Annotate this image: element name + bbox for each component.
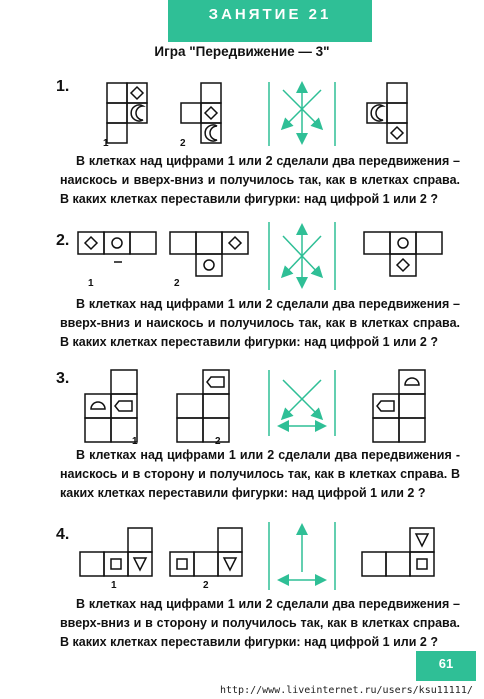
- task-1-arrows: [269, 82, 335, 146]
- diamond-icon: [229, 237, 241, 249]
- task-3-grid-2: [177, 370, 229, 442]
- page-number: 61: [416, 651, 476, 681]
- diamond-icon: [391, 127, 403, 139]
- crescent-icon: [371, 105, 383, 121]
- task-2-grid-2: [170, 232, 248, 276]
- task-2-arrows: [269, 222, 335, 290]
- diamond-icon: [397, 259, 409, 271]
- task-4-label-1: 1: [111, 580, 117, 591]
- task-2-text: В клетках над цифрами 1 или 2 сделали два передвижения – вверх-вниз и наискось и получилось так, как в клетках справа. В каких клетках переставили фигурки: над цифрой 1 или 2 ?: [60, 297, 460, 349]
- task-4-arrows: [269, 522, 335, 590]
- crescent-icon: [205, 125, 217, 141]
- task-1-grid-result: [367, 83, 407, 143]
- task-4-number: 4.: [56, 526, 70, 543]
- task-3-label-2: 2: [215, 436, 221, 447]
- semicircle-icon: [91, 402, 105, 409]
- pentagon-icon: [377, 401, 394, 411]
- task-3-grid-result: [373, 370, 425, 442]
- crescent-icon: [131, 105, 143, 121]
- pentagon-icon: [115, 401, 132, 411]
- square-icon: [177, 559, 187, 569]
- diamond-icon: [205, 107, 217, 119]
- footer-url: http://www.liveinternet.ru/users/ksu11111/: [220, 685, 473, 696]
- task-1-label-1: 1: [103, 138, 109, 149]
- task-1-grid-2: [181, 83, 221, 143]
- diamond-icon: [85, 237, 97, 249]
- task-2-label-2: 2: [174, 278, 180, 289]
- task-3-arrows: [269, 370, 335, 436]
- task-4-text: В клетках над цифрами 1 или 2 сделали два передвижения – вверх-вниз и в сторону и получилось так, как в клетках справа. В каких клетках переставили фигурки: над цифрой 1 или 2 ?: [60, 597, 460, 649]
- circle-icon: [112, 238, 122, 248]
- task-2-number: 2.: [56, 232, 70, 249]
- pentagon-icon: [207, 377, 224, 387]
- task-4-grid-1: [80, 528, 152, 576]
- task-4-grid-2: [170, 528, 242, 576]
- game-title: Игра "Передвижение — 3": [154, 44, 330, 59]
- square-icon: [111, 559, 121, 569]
- circle-icon: [398, 238, 408, 248]
- circle-icon: [204, 260, 214, 270]
- task-4-label-2: 2: [203, 580, 209, 591]
- task-1-number: 1.: [56, 78, 70, 95]
- triangle-down-icon: [416, 534, 428, 546]
- square-icon: [417, 559, 427, 569]
- task-3-label-1: 1: [132, 436, 138, 447]
- task-4-grid-result: [362, 528, 434, 576]
- triangle-down-icon: [134, 558, 146, 570]
- task-1-text: В клетках над цифрами 1 или 2 сделали два передвижения – наискось и вверх-вниз и получилось так, как в клетках справа. В каких клетках переставили фигурки: над цифрой 1 или 2 ?: [60, 154, 460, 206]
- task-2-grid-1: [78, 232, 156, 262]
- task-1-label-2: 2: [180, 138, 186, 149]
- lesson-title: ЗАНЯТИЕ 21: [168, 0, 372, 42]
- task-2-label-1: 1: [88, 278, 94, 289]
- diamond-icon: [131, 87, 143, 99]
- task-2-grid-result: [364, 232, 442, 276]
- task-3-number: 3.: [56, 370, 70, 387]
- task-3-grid-1: [85, 370, 137, 442]
- semicircle-icon: [405, 378, 419, 385]
- task-3-text: В клетках над цифрами 1 или 2 сделали два передвижения - наискось и в сторону и получилось так, как в клетках справа. В каких клетках переставили фигурки: над цифрой 1 или 2 ?: [60, 448, 460, 500]
- triangle-down-icon: [224, 558, 236, 570]
- task-1-grid-1: [107, 83, 147, 143]
